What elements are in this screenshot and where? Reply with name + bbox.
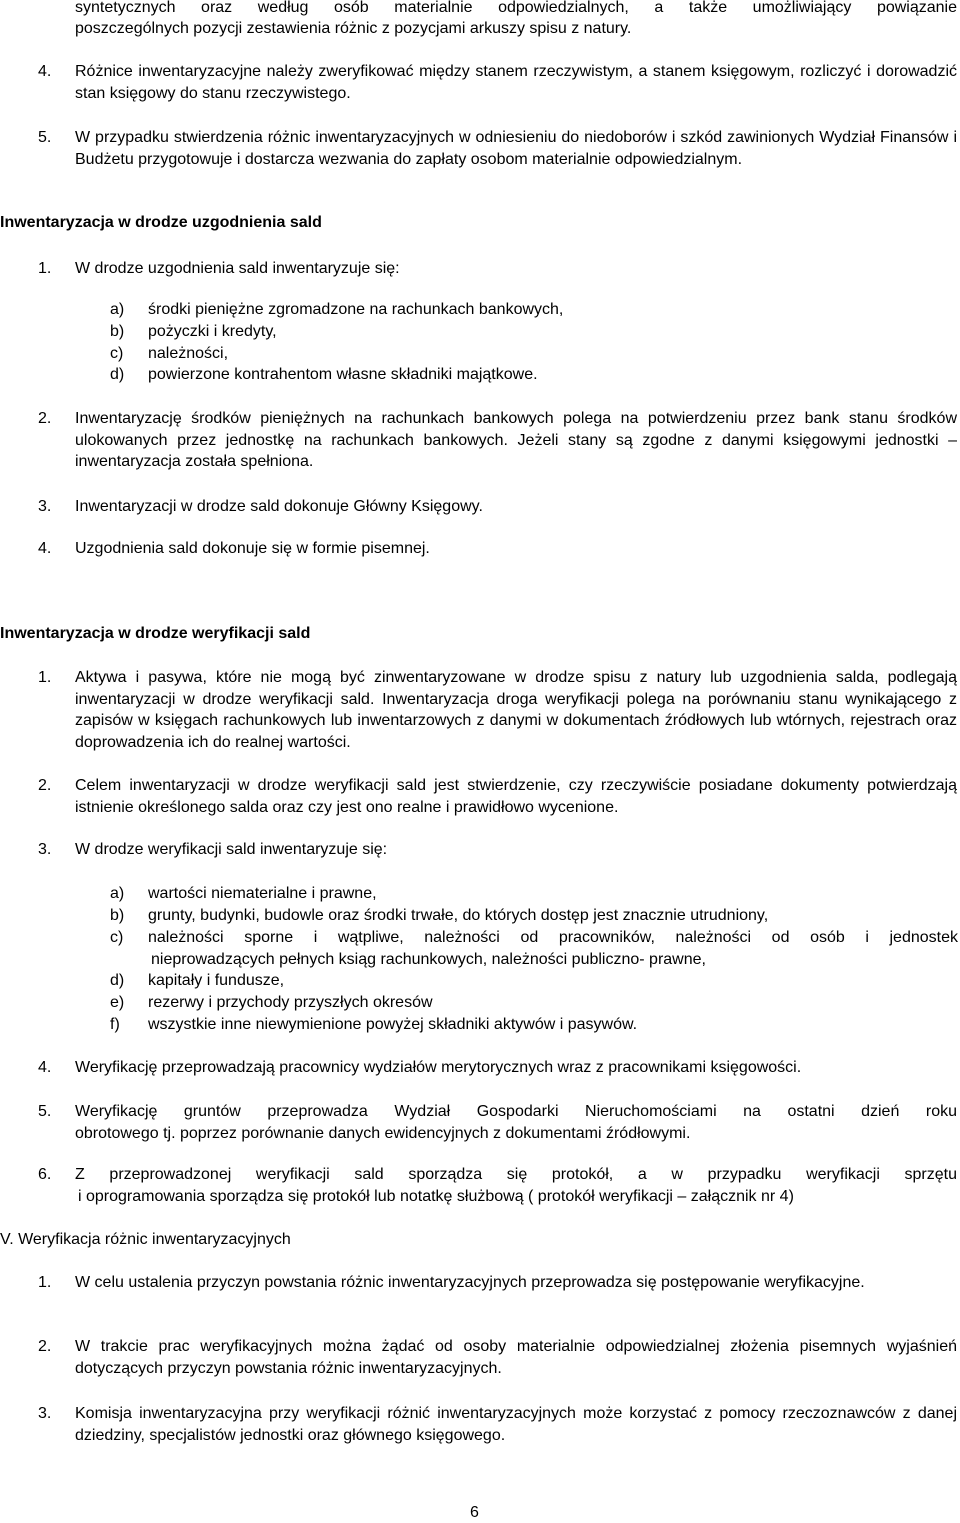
list-item-text: wartości niematerialne i prawne, (148, 885, 377, 902)
section-heading-v: V. Weryfikacja różnic inwentaryzacyjnych (0, 1231, 291, 1248)
list-item-text: rezerwy i przychody przyszłych okresów (148, 994, 433, 1011)
paragraph-text: W trakcie prac weryfikacyjnych można żądać od osoby materialnie odpowiedzialnej złożenia pisemnych wyjaśnień dotyczących przyczyn powstania różnic inwentaryzacyjnych. (75, 1338, 957, 1377)
list-item-letter: a) (110, 301, 125, 318)
paragraph-text: Inwentaryzacji w drodze sald dokonuje Główny Księgowy. (75, 498, 483, 515)
paragraph-text: Komisja inwentaryzacyjna przy weryfikacji różnić inwentaryzacyjnych może korzystać z pomocy rzeczoznawców z danej dziedziny, specjalistów jednostki oraz głównego księgowego. (75, 1405, 957, 1444)
list-item-letter: c) (110, 929, 124, 946)
paragraph-text: W drodze uzgodnienia sald inwentaryzuje się: (75, 260, 400, 277)
paragraph-number: 2. (38, 1338, 52, 1355)
paragraph-number: 4. (38, 1059, 52, 1076)
paragraph-text: Celem inwentaryzacji w drodze weryfikacji sald jest stwierdzenie, czy rzeczywiście posiadane dokumenty potwierdzają istnienie określonego salda oraz czy jest ono realne i prawidłowo wycenione. (75, 777, 957, 816)
list-item-letter: d) (110, 972, 125, 989)
list-item-letter: a) (110, 885, 125, 902)
paragraph-number: 1. (38, 260, 52, 277)
list-item-text: pożyczki i kredyty, (148, 323, 277, 340)
paragraph-number: 2. (38, 410, 52, 427)
list-item-text: grunty, budynki, budowle oraz środki trwałe, do których dostęp jest znacznie utrudniony, (148, 907, 769, 924)
paragraph-number: 3. (38, 498, 52, 515)
paragraph-text: W przypadku stwierdzenia różnic inwentaryzacyjnych w odniesieniu do niedoborów i szkód zawinionych Wydział Finansów i Budżetu przygotowuje i dostarcza wezwania do zapłaty osobom materialnie odpowiedzialnym. (75, 129, 957, 168)
paragraph-line: Z przeprowadzonej weryfikacji sald sporządza się protokół, a w przypadku weryfikacji sprzętu (75, 1166, 957, 1183)
paragraph-number: 1. (38, 669, 52, 686)
list-item-letter: d) (110, 366, 125, 383)
list-item-text: wszystkie inne niewymienione powyżej składniki aktywów i pasywów. (148, 1016, 638, 1033)
paragraph-number: 5. (38, 129, 52, 146)
paragraph-text: Uzgodnienia sald dokonuje się w formie pisemnej. (75, 540, 430, 557)
paragraph-number: 3. (38, 1405, 52, 1422)
paragraph-number: 1. (38, 1274, 52, 1291)
paragraph-text: Różnice inwentaryzacyjne należy zweryfikować między stanem rzeczywistym, a stanem księgowym, rozliczyć i dorowadzić stan księgowy do stanu rzeczywistego. (75, 63, 957, 102)
paragraph-line: Weryfikację gruntów przeprowadza Wydział Gospodarki Nieruchomościami na ostatni dzień roku (75, 1103, 957, 1120)
paragraph-number: 4. (38, 540, 52, 557)
list-item-text: powierzone kontrahentom własne składniki majątkowe. (148, 366, 538, 383)
paragraph-number: 4. (38, 63, 52, 80)
page-number: 6 (470, 1504, 479, 1521)
list-item-line: należności sporne i wątpliwe, należności od pracowników, należności od osób i jednostek (148, 929, 958, 946)
paragraph-number: 5. (38, 1103, 52, 1120)
list-item-letter: c) (110, 345, 124, 362)
paragraph-number: 6. (38, 1166, 52, 1183)
paragraph-text: W drodze weryfikacji sald inwentaryzuje się: (75, 841, 388, 858)
list-item-letter: b) (110, 323, 125, 340)
section-heading-sald: Inwentaryzacja w drodze uzgodnienia sald (0, 214, 322, 231)
list-item-text: należności, (148, 345, 229, 362)
paragraph-line: syntetycznych oraz według osób materialnie odpowiedzialnych, a także umożliwiający powiązanie (75, 0, 957, 16)
paragraph-line: i oprogramowania sporządza się protokół lub notatkę służbową ( protokół weryfikacji – załącznik nr 4) (78, 1187, 794, 1205)
list-item-continuation: nieprowadzących pełnych ksiąg rachunkowych, należności publiczno- prawne, (151, 950, 706, 968)
paragraph-number: 3. (38, 841, 52, 858)
paragraph-line: poszczególnych pozycji zestawienia różnic z pozycjami arkuszy spisu z natury. (75, 20, 632, 37)
section-heading-weryfikacja: Inwentaryzacja w drodze weryfikacji sald (0, 625, 311, 642)
paragraph-text: Inwentaryzację środków pieniężnych na rachunkach bankowych polega na potwierdzeniu przez bank stanu środków ulokowanych przez jednostkę na rachunkach bankowych. Jeżeli stany są zgodne z danymi księgowymi jednostki – inwentaryzacja została spełniona. (75, 410, 957, 470)
list-item-text (148, 927, 958, 970)
paragraph-text: Aktywa i pasywa, które nie mogą być zinwentaryzowane w drodze spisu z natury lub uzgodnienia salda, podlegają inwentaryzacji w drodze weryfikacji sald. Inwentaryzacja droga weryfikacji polega na porównaniu stanu wynikającego z zapisów w księgach rachunkowych lub inwentarzowych z danymi w dokumentach źródłowych lub wtórnych, rejestrach oraz doprowadzenia ich do realnej wartości. (75, 669, 957, 751)
paragraph-text: Weryfikację przeprowadzają pracownicy wydziałów merytorycznych wraz z pracownikami księgowości. (75, 1059, 802, 1076)
paragraph-text: W celu ustalenia przyczyn powstania różnic inwentaryzacyjnych przeprowadza się postępowanie weryfikacyjne. (75, 1274, 865, 1291)
list-item-letter: e) (110, 994, 125, 1011)
list-item-text: kapitały i fundusze, (148, 972, 285, 989)
paragraph-number: 2. (38, 777, 52, 794)
paragraph-line: obrotowego tj. poprzez porównanie danych ewidencyjnych z dokumentami źródłowymi. (75, 1124, 691, 1142)
list-item-letter: b) (110, 907, 125, 924)
list-item-letter: f) (110, 1016, 120, 1033)
list-item-text: środki pieniężne zgromadzone na rachunkach bankowych, (148, 301, 564, 318)
